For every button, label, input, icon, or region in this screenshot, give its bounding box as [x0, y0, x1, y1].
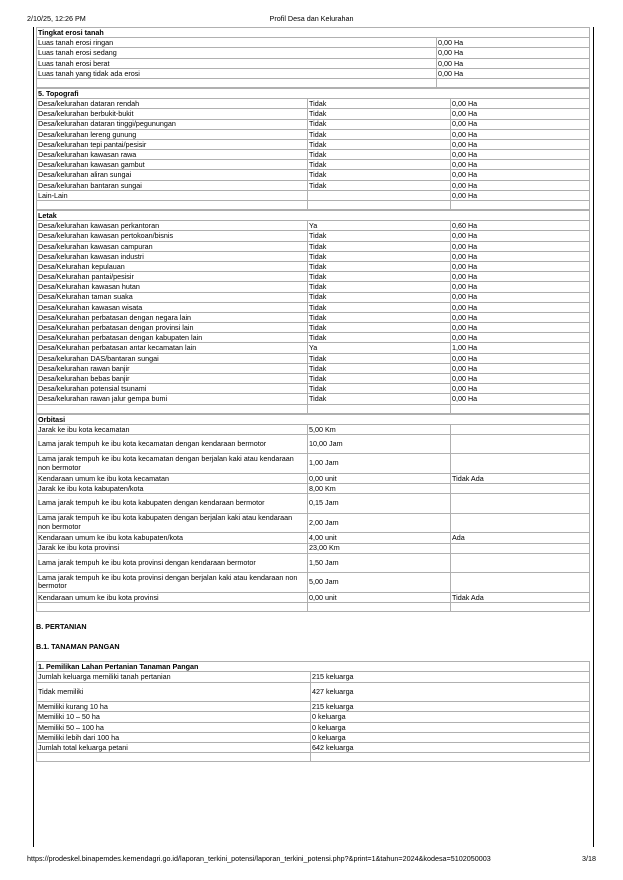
- table-row: Desa/Kelurahan perbatasan dengan negara lain Tidak 0,00 Ha: [37, 312, 590, 322]
- table-row: Memiliki lebih dari 100 ha 0 keluarga: [37, 732, 590, 742]
- table-row: Lama jarak tempuh ke ibu kota provinsi dengan berjalan kaki atau kendaraan non bermotor 5,00 Jam: [37, 573, 590, 593]
- table-row: Lama jarak tempuh ke ibu kota provinsi dengan kendaraan bermotor 1,50 Jam: [37, 553, 590, 573]
- table-row: Lama jarak tempuh ke ibu kota kabupaten dengan kendaraan bermotor 0,15 Jam: [37, 494, 590, 514]
- footer-url: https://prodeskel.binapemdes.kemendagri.go.id/laporan_terkini_potensi/laporan_terkini_potensi.php?&print=1&tahun=2024&kodesa=5102050003: [27, 854, 491, 863]
- table-row: Desa/Kelurahan pantai/pesisir Tidak 0,00 Ha: [37, 272, 590, 282]
- table-row: Jumlah total keluarga petani 642 keluarga: [37, 742, 590, 752]
- letak-title: Letak: [37, 211, 590, 221]
- section-title-pertanian: B. PERTANIAN: [36, 621, 87, 631]
- table-row: Kendaraan umum ke ibu kota kabupaten/kota 4,00 unit Ada: [37, 533, 590, 543]
- table-row: Desa/Kelurahan taman suaka Tidak 0,00 Ha: [37, 292, 590, 302]
- table-row: Desa/kelurahan dataran rendah Tidak 0,00 Ha: [37, 99, 590, 109]
- erosi-table: [36, 27, 590, 88]
- table-row: Jarak ke ibu kota kecamatan 5,00 Km: [37, 424, 590, 434]
- table-row: Desa/kelurahan dataran tinggi/pegunungan Tidak 0,00 Ha: [37, 119, 590, 129]
- table-row: Desa/Kelurahan perbatasan dengan provinsi lain Tidak 0,00 Ha: [37, 323, 590, 333]
- table-row: Kendaraan umum ke ibu kota provinsi 0,00 unit Tidak Ada: [37, 592, 590, 602]
- table-row: Lama jarak tempuh ke ibu kota kecamatan dengan kendaraan bermotor 10,00 Jam: [37, 434, 590, 454]
- report-content: [36, 27, 589, 762]
- topografi-table: [36, 88, 590, 210]
- table-row: Jarak ke ibu kota provinsi 23,00 Km: [37, 543, 590, 553]
- table-row: Desa/kelurahan rawan jalur gempa bumi Tidak 0,00 Ha: [37, 394, 590, 404]
- table-row: Desa/Kelurahan kawasan hutan Tidak 0,00 Ha: [37, 282, 590, 292]
- table-row: Desa/kelurahan kawasan perkantoran Ya 0,60 Ha: [37, 221, 590, 231]
- table-row: Memiliki 50 – 100 ha 0 keluarga: [37, 722, 590, 732]
- table-row: Luas tanah erosi berat 0,00 Ha: [37, 58, 590, 68]
- table-row: Desa/kelurahan berbukit-bukit Tidak 0,00 Ha: [37, 109, 590, 119]
- table-row: Desa/kelurahan DAS/bantaran sungai Tidak 0,00 Ha: [37, 353, 590, 363]
- print-datetime: 2/10/25, 12:26 PM: [27, 14, 86, 23]
- table-row: Kendaraan umum ke ibu kota kecamatan 0,00 unit Tidak Ada: [37, 473, 590, 483]
- table-row: Desa/kelurahan kawasan gambut Tidak 0,00 Ha: [37, 160, 590, 170]
- table-row: Desa/Kelurahan kawasan wisata Tidak 0,00 Ha: [37, 302, 590, 312]
- table-row: Memiliki 10 – 50 ha 0 keluarga: [37, 712, 590, 722]
- table-row: Jarak ke ibu kota kabupaten/kota 8,00 Km: [37, 484, 590, 494]
- table-row: Lama jarak tempuh ke ibu kota kecamatan dengan berjalan kaki atau kendaraan non bermotor 1,00 Jam: [37, 454, 590, 474]
- table-row: Desa/kelurahan aliran sungai Tidak 0,00 Ha: [37, 170, 590, 180]
- table-row: Tidak memiliki 427 keluarga: [37, 682, 590, 702]
- table-row: Desa/kelurahan bebas banjir Tidak 0,00 Ha: [37, 374, 590, 384]
- table-row: Desa/kelurahan rawan banjir Tidak 0,00 Ha: [37, 363, 590, 373]
- print-footer: [27, 855, 596, 865]
- topografi-title: 5. Topografi: [37, 88, 590, 98]
- erosi-title: Tingkat erosi tanah: [37, 28, 590, 38]
- table-row: Desa/Kelurahan perbatasan dengan kabupaten lain Tidak 0,00 Ha: [37, 333, 590, 343]
- table-row: Memiliki kurang 10 ha 215 keluarga: [37, 702, 590, 712]
- print-title: Profil Desa dan Kelurahan: [269, 14, 354, 23]
- section-subtitle-tanaman-pangan: B.1. TANAMAN PANGAN: [36, 642, 120, 652]
- table-row: Desa/kelurahan lereng gunung Tidak 0,00 Ha: [37, 129, 590, 139]
- orbitasi-table: [36, 414, 590, 612]
- orbitasi-title: Orbitasi: [37, 414, 590, 424]
- table-row: Jumlah keluarga memiliki tanah pertanian 215 keluarga: [37, 672, 590, 682]
- table-row: Desa/kelurahan kawasan rawa Tidak 0,00 Ha: [37, 150, 590, 160]
- table-row: Luas tanah erosi sedang 0,00 Ha: [37, 48, 590, 58]
- print-header: [27, 15, 596, 25]
- letak-table: [36, 210, 590, 414]
- table-row: Desa/kelurahan kawasan pertokoan/bisnis Tidak 0,00 Ha: [37, 231, 590, 241]
- table-row: Desa/Kelurahan perbatasan antar kecamatan lain Ya 1,00 Ha: [37, 343, 590, 353]
- table-row: Desa/Kelurahan kepulauan Tidak 0,00 Ha: [37, 261, 590, 271]
- table-row: Lama jarak tempuh ke ibu kota kabupaten dengan berjalan kaki atau kendaraan non bermotor 2,00 Jam: [37, 513, 590, 533]
- table-row: Desa/kelurahan tepi pantai/pesisir Tidak 0,00 Ha: [37, 139, 590, 149]
- table-row: Desa/kelurahan kawasan campuran Tidak 0,00 Ha: [37, 241, 590, 251]
- page-number: 3/18: [582, 854, 596, 863]
- table-row: Desa/kelurahan kawasan industri Tidak 0,00 Ha: [37, 251, 590, 261]
- pemilikan-table: [36, 661, 590, 762]
- pemilikan-title: 1. Pemilikan Lahan Pertanian Tanaman Pangan: [37, 662, 590, 672]
- table-row: Desa/kelurahan potensial tsunami Tidak 0,00 Ha: [37, 384, 590, 394]
- table-row: Desa/kelurahan bantaran sungai Tidak 0,00 Ha: [37, 180, 590, 190]
- table-row: Luas tanah yang tidak ada erosi 0,00 Ha: [37, 68, 590, 78]
- table-row: Luas tanah erosi ringan 0,00 Ha: [37, 38, 590, 48]
- table-row: Lain-Lain 0,00 Ha: [37, 190, 590, 200]
